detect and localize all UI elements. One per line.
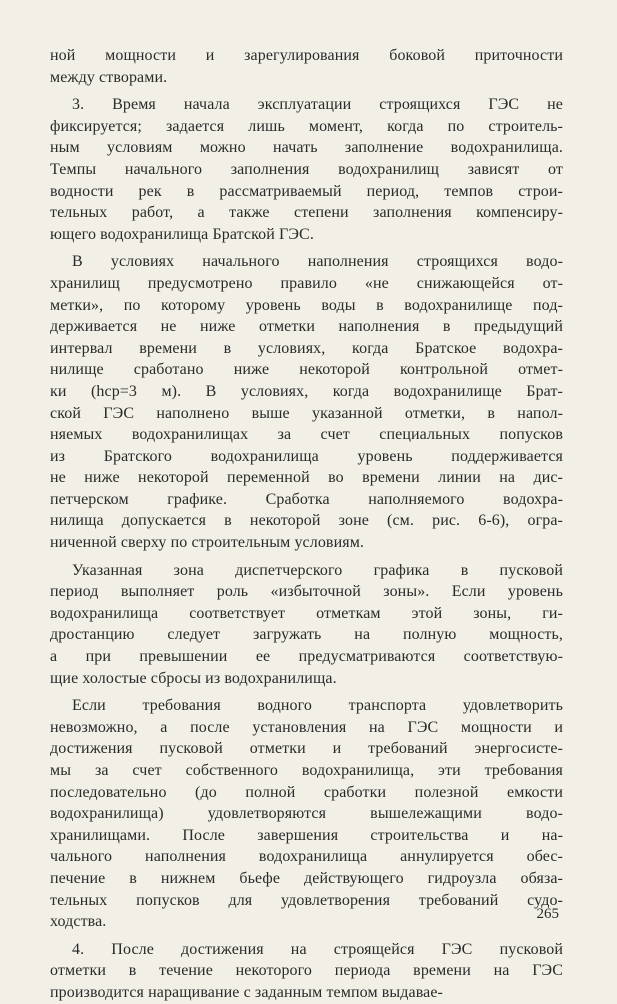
text-line: дростанцию следует загружать на полную мощность, [50,626,563,644]
text-line: Указанная зона диспетчерского графика в пусковой [72,561,563,579]
text-line: чального наполнения водохранилища аннулируется обес- [50,848,563,866]
text-line: ской ГЭС наполнено выше указанной отметки, в напол- [50,404,563,422]
paragraph [50,560,563,690]
text-line: отметки в течение некоторого периода времени на ГЭС [50,962,563,980]
text-line: хранилищ предусмотрено правило «не снижающейся от- [50,274,563,292]
text-line: 3. Время начала эксплуатации строящихся ГЭС не [72,96,563,114]
paragraph [50,45,563,88]
text-line: метки», по которому уровень воды в водохранилище под- [50,296,563,314]
paragraph [50,939,563,1004]
text-line: ки (hср=3 м). В условиях, когда водохранилище Брат- [50,382,563,400]
paragraph [50,695,563,933]
text-line: ходства. [50,913,107,931]
text-line: не ниже некоторой переменной во времени линии на дис- [50,469,563,487]
text-line: ющего водохранилища Братской ГЭС. [50,225,314,243]
paragraph [50,251,563,553]
text-line: тельных работ, а также степени заполнения компенсиру- [50,204,563,222]
text-line: В условиях начального наполнения строящихся водо- [72,253,563,271]
text-line: фиксируется; задается лишь момент, когда по строитель- [50,117,563,135]
text-line: хранилищами. После завершения строительства и на- [50,826,563,844]
text-line: мы за счет собственного водохранилища, эти требования [50,762,563,779]
paragraph [50,94,563,245]
text-line: няемых водохранилищах за счет специальных попусков [50,426,563,444]
text-line: водности рек в рассматриваемый период, темпов строи- [50,182,563,200]
text-line: Темпы начального заполнения водохранилищ зависят от [50,160,563,178]
text-line: период выполняет роль «избыточной зоны». Если уровень [50,583,563,601]
text-line: печение в нижнем бьефе действующего гидроузла обяза- [50,869,563,887]
text-line: водохранилища) удовлетворяются вышележащими водо- [50,805,563,823]
text-line: ниченной сверху по строительным условиям. [50,534,365,552]
text-line: невозможно, а после установления на ГЭС мощности и [50,718,563,736]
text-line: щие холостые сбросы из водохранилища. [50,669,337,687]
text-line: из Братского водохранилища уровень поддерживается [50,447,563,465]
text-line: а при превышении ее предусматриваются соответствую- [50,648,563,666]
text-line: ным условиям можно начать заполнение водохранилища. [50,139,563,157]
text-line: водохранилища соответствует отметкам этой зоны, ги- [50,604,563,622]
text-line: нилище сработано ниже некоторой контрольной отмет- [50,361,563,379]
text-line: между створами. [50,68,168,86]
text-line: производится наращивание с заданным темпом выдавае- [50,983,443,1001]
text-line: держивается не ниже отметки наполнения в предыдущий [50,318,563,336]
body-text [50,45,563,1004]
text-line: Если требования водного транспорта удовлетворить [72,697,563,715]
text-line: тельных попусков для удовлетворения требований судо- [50,891,563,909]
text-line: последовательно (до полной сработки полезной емкости [50,783,563,801]
page-number: 265 [536,906,559,922]
text-line: достижения пусковой отметки и требований энергосисте- [50,740,563,758]
text-line: петчерском графике. Сработка наполняемого водохра- [50,490,563,508]
text-line: 4. После достижения на строящейся ГЭС пусковой [72,940,563,958]
text-line: нилища допускается в некоторой зоне (см. рис. 6-6), огра- [50,512,563,530]
text-line: интервал времени в условиях, когда Братское водохра- [50,339,563,357]
text-line: ной мощности и зарегулирования боковой приточности [50,47,563,64]
